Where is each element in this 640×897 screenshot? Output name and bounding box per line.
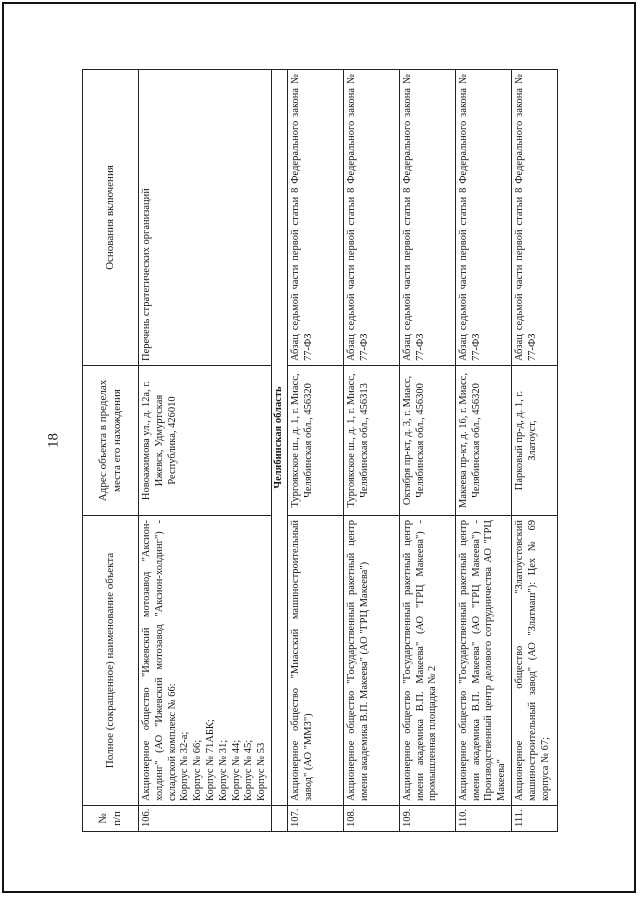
region-empty-cell [271,806,287,832]
name-line: Корпус № 32-а; [179,731,191,801]
header-address: Адрес объекта в пределах места его нахождения [83,366,139,516]
row-num: 109. [399,806,455,832]
row-address: Тургоякское ш., д. 1, г. Миасс, Челябинская обл., 456320 [287,366,343,516]
header-name: Полное (сокращенное) наименование объекта [83,516,139,806]
name-line: Корпус № 66; [192,739,204,801]
table-row [399,70,455,832]
name-line: Корпус № 44; [230,739,242,801]
row-name: Акционерное общество "Государственный ракетный центр имени академика В.П. Макеева" (АО "ГРЦ Макеева") - промышленная площадка № 2 [399,516,455,806]
name-line: Корпус № 45; [243,739,255,801]
header-num: № п/п [83,806,139,832]
name-line: Корпус № 53 [256,742,268,801]
row-num: 110. [455,806,511,832]
name-line: Корпус № 71АБК; [204,719,216,801]
row-basis: Абзац седьмой части первой статьи 8 Федерального закона № 77-ФЗ [343,70,399,366]
row-basis: Перечень стратегических организаций [139,70,272,366]
row-num: 111. [511,806,557,832]
objects-table [82,69,558,832]
region-title: Челябинская область [271,70,287,806]
row-address: Макеева пр-кт, д. 16, г. Миасс, Челябинская обл., 456320 [455,366,511,516]
row-name: Акционерное общество "Государственный ракетный центр имени академика В.П. Макеева" (АО "ГРЦ Макеева") - Производственный центр делового сотрудничества АО "ГРЦ Макеева" [455,516,511,806]
row-basis: Абзац седьмой части первой статьи 8 Федерального закона № 77-ФЗ [287,70,343,366]
table-row [287,70,343,832]
row-name [139,516,272,806]
row-name: Акционерное общество "Миасский машиностроительный завод" (АО "ММЗ") [287,516,343,806]
table-row [455,70,511,832]
row-address: Октября пр-кт, д. 3, г. Миасс, Челябинская обл., 456300 [399,366,455,516]
page-number: 18 [45,433,62,448]
table-header-row [83,70,139,832]
row-name: Акционерное общество "Государственный ракетный центр имени академика В.П. Макеева" (АО "ГРЦ Макеева") [343,516,399,806]
row-basis: Абзац седьмой части первой статьи 8 Федерального закона № 77-ФЗ [511,70,557,366]
rotated-table-wrapper [82,70,551,832]
row-basis: Абзац седьмой части первой статьи 8 Федерального закона № 77-ФЗ [455,70,511,366]
row-address: Новоажимова ул., д. 12а, г. Ижевск, Удмуртская Республика, 426010 [139,366,272,516]
table-row [511,70,557,832]
name-line: Корпус № 31; [217,739,229,801]
name-line: Акционерное общество "Ижевский мотозавод "Аксион-холдинг" (АО "Ижевский мотозавод "Аксион-холдинг") - складской комплекс № 66: [141,520,178,801]
header-basis: Основания включения [83,70,139,366]
table-row [139,70,272,832]
row-address: Тургоякское ш., д. 1, г. Миасс, Челябинская обл., 456313 [343,366,399,516]
row-num: 107. [287,806,343,832]
row-num: 108. [343,806,399,832]
table-row [343,70,399,832]
row-name: Акционерное общество "Златоустовский машиностроительный завод" (АО "Златмаш"): Цех № 69 корпуса № 67; [511,516,557,806]
row-num: 106. [139,806,272,832]
region-row [271,70,287,832]
row-basis: Абзац седьмой части первой статьи 8 Федерального закона № 77-ФЗ [399,70,455,366]
row-address: Парковый пр-д, д. 1, г. Златоуст, [511,366,557,516]
